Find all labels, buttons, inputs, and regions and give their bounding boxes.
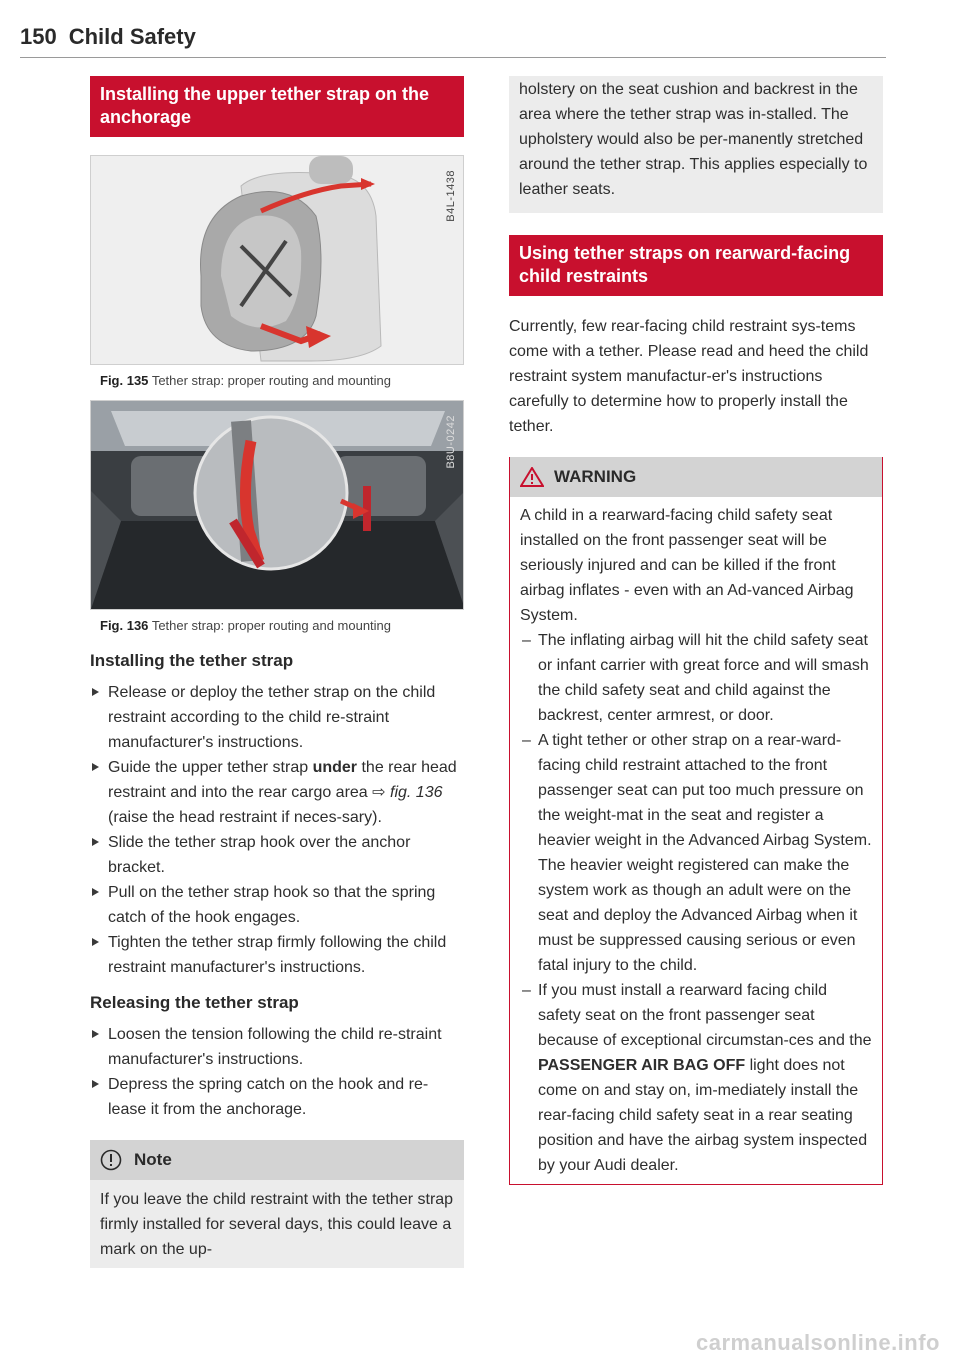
bullet-arrow-icon — [92, 1080, 99, 1088]
figure-136-label: Fig. 136 — [100, 618, 149, 633]
figure-136-caption — [100, 618, 464, 633]
list-item: Loosen the tension following the child re-straint manufacturer's instructions. — [90, 1022, 464, 1072]
release-tether-heading: Releasing the tether strap — [90, 993, 299, 1012]
note-title: Note — [134, 1150, 172, 1169]
list-item: – The inflating airbag will hit the child safety seat or infant carrier with great force and will smash the child safety seat and child against the backrest, center armrest, or door. — [522, 632, 869, 724]
warning-triangle-icon — [520, 467, 544, 487]
bullet-arrow-icon — [92, 1030, 99, 1038]
section-heading-rearward-facing: Using tether straps on rearward-facing child restraints — [509, 235, 883, 296]
right-column — [509, 76, 883, 1185]
bullet-arrow-icon — [92, 888, 99, 896]
note-header — [90, 1140, 464, 1180]
list-item: Pull on the tether strap hook so that the spring catch of the hook engages. — [90, 880, 464, 930]
child-seat-illustration — [91, 156, 464, 364]
warning-list — [520, 628, 872, 1178]
rearward-intro-text: Currently, few rear-facing child restraint sys-tems come with a tether. Please read and heed the child restraint system manufactur-er's instructions carefully to determine how to properly install the tether. — [509, 318, 869, 435]
figure-136-caption-text: Tether strap: proper routing and mounting — [151, 618, 392, 633]
warning-title: WARNING — [554, 467, 637, 486]
figure-136 — [90, 400, 464, 610]
warning-intro: A child in a rearward-facing child safety seat installed on the front passenger seat will be seriously injured and can be killed if the front airbag inflates - even with an Ad-vanced Airbag System. — [520, 507, 854, 624]
figure-135 — [90, 155, 464, 365]
list-item: Guide the upper tether strap under the rear head restraint and into the rear cargo area ⇨ fig. 136 (raise the head restraint if neces-sary). — [90, 755, 464, 830]
bullet-arrow-icon — [92, 763, 99, 771]
figure-135-caption-text: Tether strap: proper routing and mounting — [151, 373, 392, 388]
info-icon — [100, 1149, 122, 1171]
left-column — [90, 76, 464, 1268]
list-item: Release or deploy the tether strap on the child restraint according to the child re-straint manufacturer's instructions. — [90, 680, 464, 755]
bullet-arrow-icon — [92, 688, 99, 696]
note-box — [90, 1140, 464, 1268]
header-divider — [20, 57, 886, 58]
passenger-airbag-off-label: PASSENGER AIR BAG OFF — [538, 1057, 746, 1074]
install-tether-heading: Installing the tether strap — [90, 651, 294, 670]
release-steps-list — [90, 1022, 464, 1122]
warning-body — [510, 497, 882, 1184]
figure-code-136: B8U-0242 — [445, 415, 457, 469]
section-heading-install-anchorage: Installing the upper tether strap on the anchorage — [90, 76, 464, 137]
figure-code-135: B4L-1438 — [445, 170, 457, 222]
page-header — [20, 24, 196, 50]
section-title: Child Safety — [68, 24, 196, 49]
note-continuation-text: holstery on the seat cushion and backrest in the area where the tether strap was in-stalled. The upholstery would also be per-manently stretched around the tether strap. This applies especially to leather seats. — [519, 81, 868, 198]
cargo-area-illustration — [91, 401, 464, 609]
warning-header — [510, 457, 882, 497]
list-item: Depress the spring catch on the hook and re-lease it from the anchorage. — [90, 1072, 464, 1122]
list-item: – If you must install a rearward facing child safety seat on the front passenger seat because of exceptional circumstan-ces and the PASSENGER AIR BAG OFF light does not come on and stay on, im-mediately install the rear-facing child safety seat in a rear seating position and have the airbag system inspected by your Audi dealer. — [522, 982, 872, 1174]
figure-136-reference-link[interactable]: ⇨ fig. 136 — [372, 784, 443, 801]
bullet-arrow-icon — [92, 838, 99, 846]
list-item: – A tight tether or other strap on a rear-ward-facing child restraint attached to the front passenger seat can put too much pressure on the weight-mat in the seat and register a heavier weight in the Advanced Airbag System. The heavier weight registered can make the system work as though an adult were on the seat and deploy the Advanced Airbag when it must be suppressed causing serious or even fatal injury to the child. — [522, 732, 872, 974]
install-steps-list — [90, 680, 464, 980]
note-text: If you leave the child restraint with the tether strap firmly installed for several days, this could leave a mark on the up- — [100, 1191, 454, 1258]
bullet-arrow-icon — [92, 938, 99, 946]
figure-135-label: Fig. 135 — [100, 373, 149, 388]
page-number: 150 — [20, 24, 57, 49]
list-item: Tighten the tether strap firmly following the child restraint manufacturer's instructions. — [90, 930, 464, 980]
list-item: Slide the tether strap hook over the anchor bracket. — [90, 830, 464, 880]
figure-135-caption — [100, 373, 464, 388]
warning-box — [509, 457, 883, 1185]
note-continuation — [509, 76, 883, 213]
watermark: carmanualsonline.info — [696, 1330, 940, 1355]
